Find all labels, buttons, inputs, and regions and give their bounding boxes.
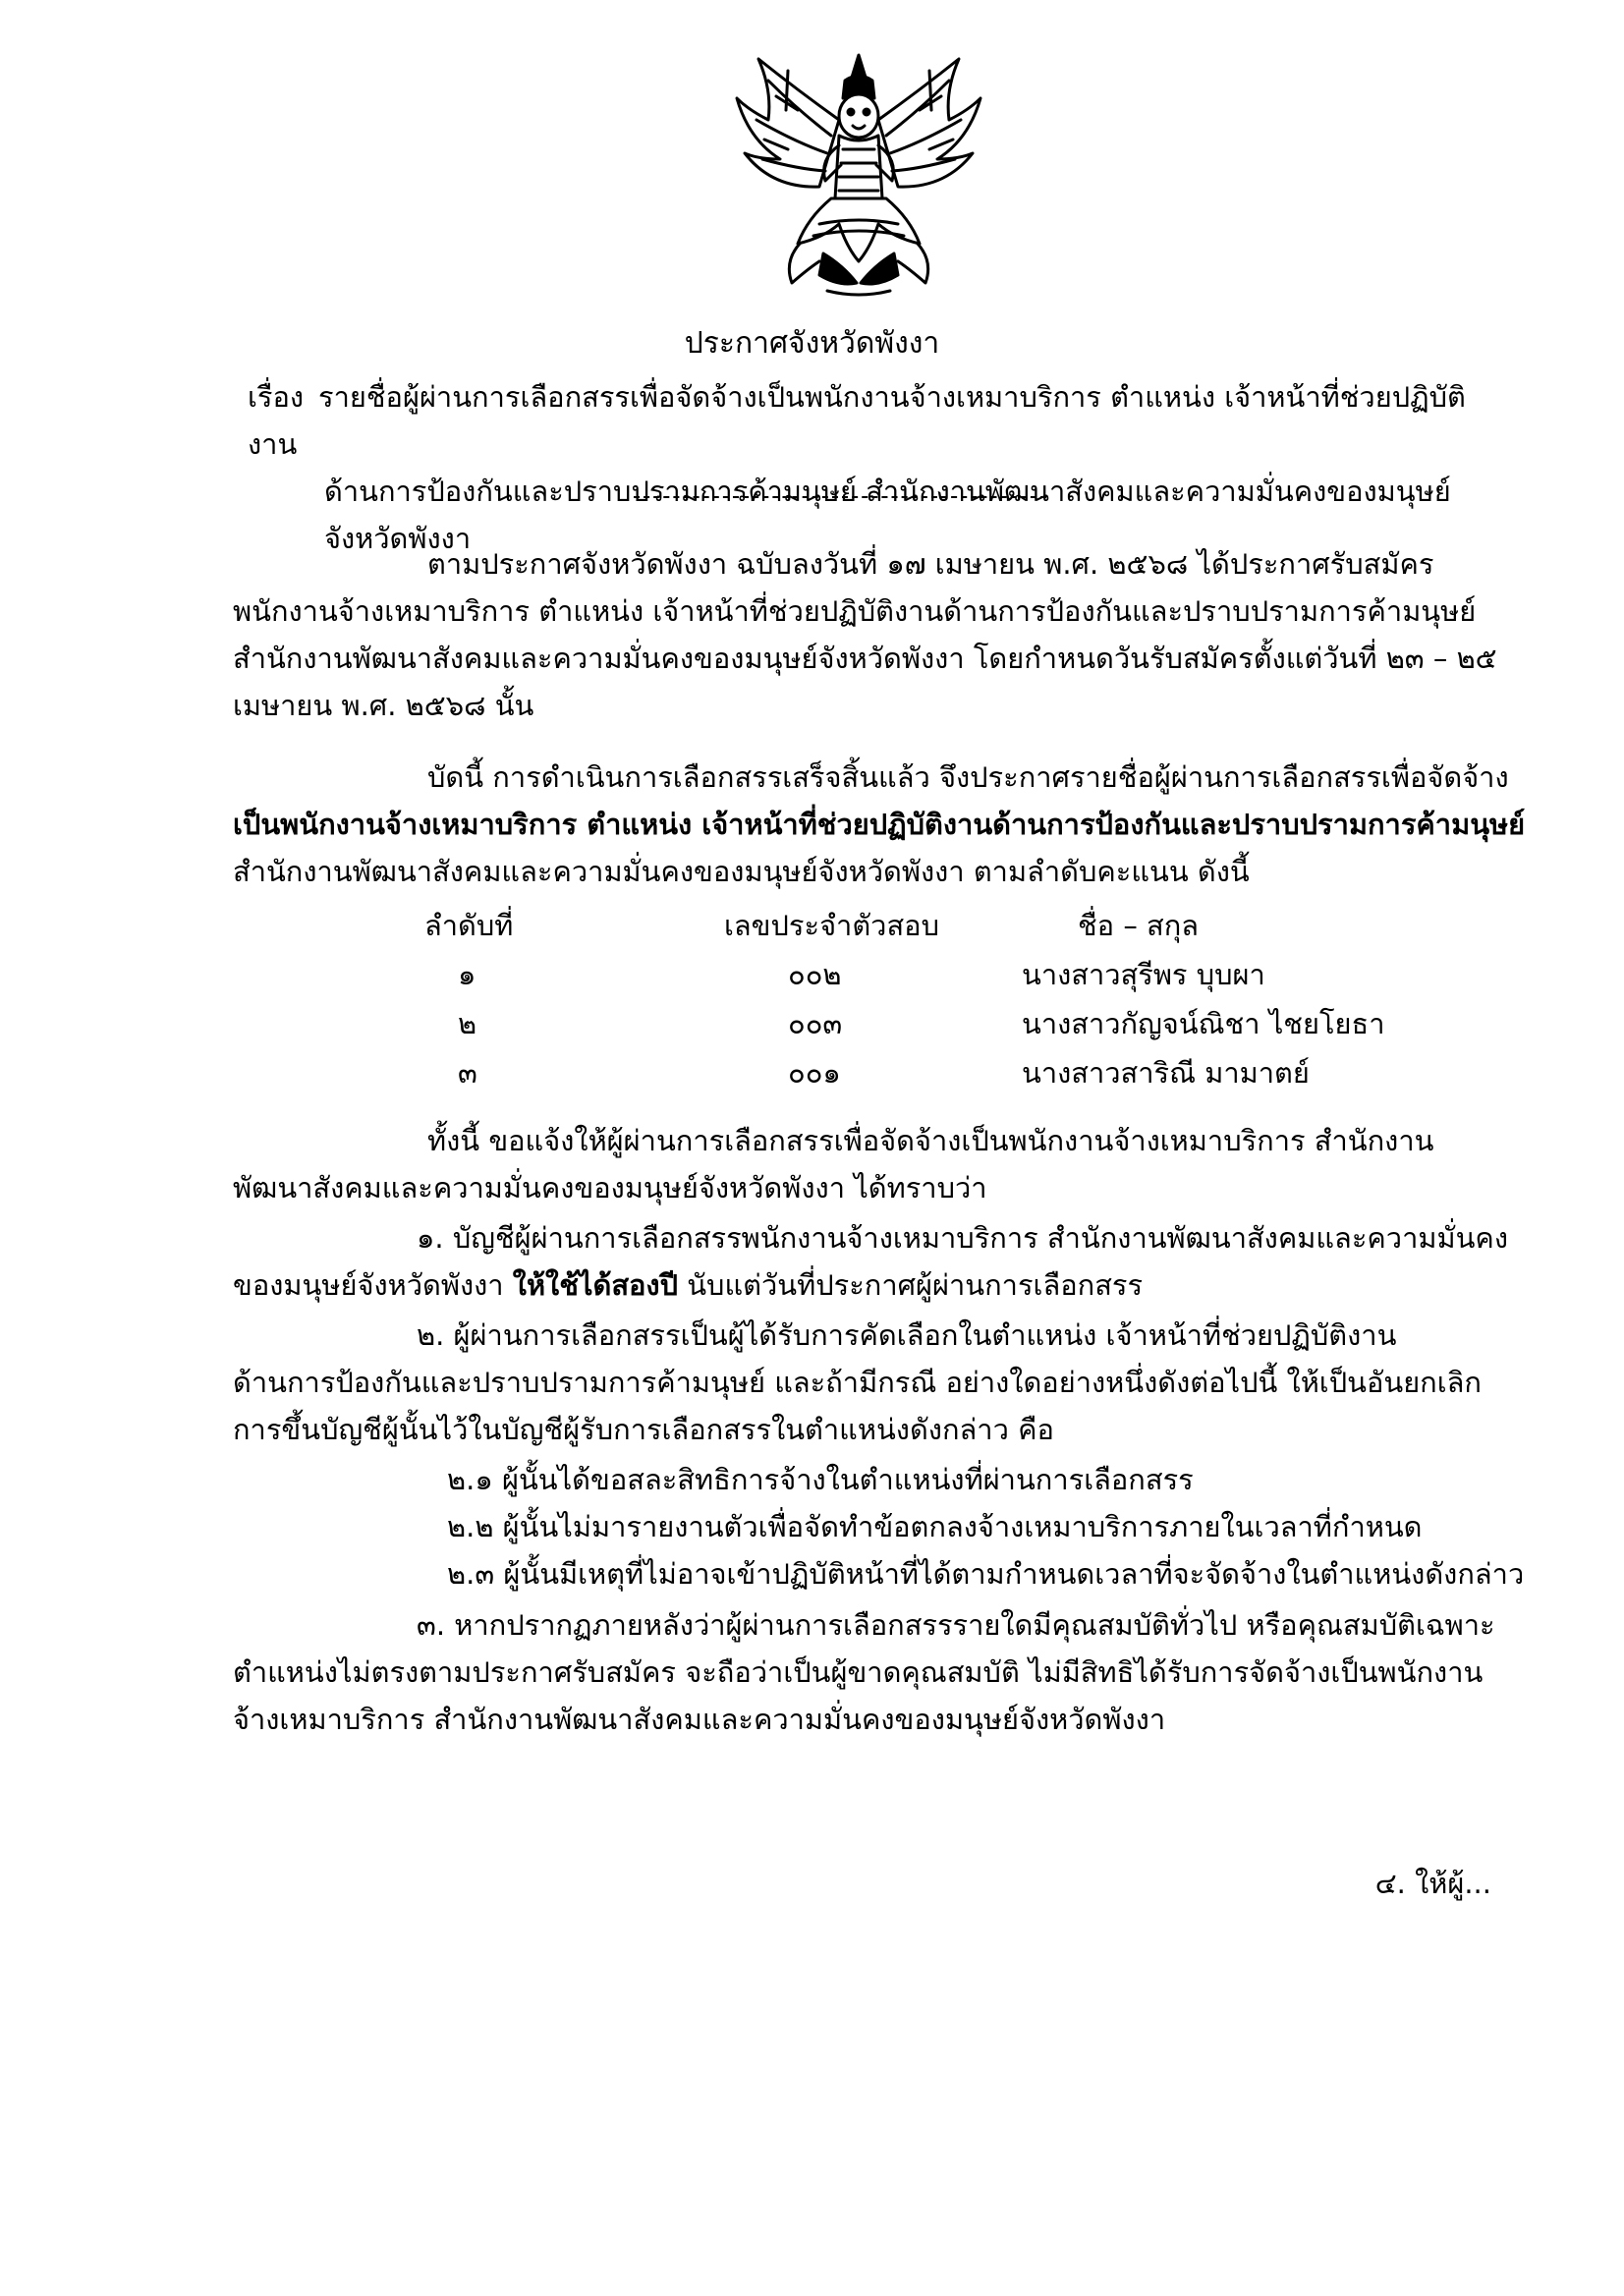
cell-name: นางสาวสาริณี มามาตย์ bbox=[1022, 1056, 1310, 1090]
cell-exam-id: ๐๐๓ bbox=[788, 1007, 843, 1040]
document-title: ประกาศจังหวัดพังงา bbox=[684, 326, 940, 361]
cell-rank: ๓ bbox=[458, 1056, 477, 1090]
item-text: ของมนุษย์จังหวัดพังงา bbox=[233, 1268, 513, 1302]
cell-rank: ๒ bbox=[458, 1007, 477, 1040]
item-1 bbox=[233, 1214, 1508, 1309]
header-exam-id: เลขประจำตัวสอบ bbox=[724, 909, 939, 942]
sub-items bbox=[233, 1456, 1525, 1597]
item-line: ๑. บัญชีผู้ผ่านการเลือกสรรพนักงานจ้างเหมาบริการ สำนักงานพัฒนาสังคมและความมั่นคง bbox=[417, 1221, 1508, 1255]
continuation-marker: ๔. ให้ผู้... bbox=[1374, 1867, 1491, 1900]
sub-item-line: ๒.๓ ผู้นั้นมีเหตุที่ไม่อาจเข้าปฏิบัติหน้าที่ได้ตามกำหนดเวลาที่จะจัดจ้างในตำแหน่งดังกล่าว bbox=[447, 1557, 1525, 1591]
header-name: ชื่อ – สกุล bbox=[1078, 909, 1200, 942]
separator-line bbox=[634, 496, 1046, 498]
cell-rank: ๑ bbox=[458, 958, 476, 991]
cell-exam-id: ๐๐๑ bbox=[788, 1056, 841, 1090]
item-2 bbox=[233, 1312, 1493, 1453]
item-line: ๓. หากปรากฏภายหลังว่าผู้ผ่านการเลือกสรรรายใดมีคุณสมบัติทั่วไป หรือคุณสมบัติเฉพาะ bbox=[417, 1608, 1495, 1642]
cell-name: นางสาวสุรีพร บุบผา bbox=[1022, 958, 1265, 991]
item-line: ด้านการป้องกันและปราบปรามการค้ามนุษย์ และถ้ามีกรณี อย่างใดอย่างหนึ่งดังต่อไปนี้ ให้เป็นอันยกเลิก bbox=[233, 1366, 1482, 1399]
header-rank: ลำดับที่ bbox=[424, 909, 514, 942]
paragraph-1 bbox=[233, 540, 1497, 729]
paragraph-line: พนักงานจ้างเหมาบริการ ตำแหน่ง เจ้าหน้าที่ช่วยปฏิบัติงานด้านการป้องกันและปราบปรามการค้ามนุษย์ bbox=[233, 594, 1477, 628]
item-line: ตำแหน่งไม่ตรงตามประกาศรับสมัคร จะถือว่าเป็นผู้ขาดคุณสมบัติ ไม่มีสิทธิได้รับการจัดจ้างเป็นพนักงาน bbox=[233, 1655, 1484, 1689]
item-line: การขึ้นบัญชีผู้นั้นไว้ในบัญชีผู้รับการเลือกสรรในตำแหน่งดังกล่าว คือ bbox=[233, 1413, 1054, 1446]
paragraph-line: บัดนี้ การดำเนินการเลือกสรรเสร็จสิ้นแล้ว จึงประกาศรายชื่อผู้ผ่านการเลือกสรรเพื่อจัดจ้าง bbox=[427, 760, 1509, 794]
paragraph-line: สำนักงานพัฒนาสังคมและความมั่นคงของมนุษย์จังหวัดพังงา โดยกำหนดวันรับสมัครตั้งแต่วันที่ ๒๓ – ๒๕ bbox=[233, 642, 1497, 675]
cell-name: นางสาวกัญจน์ณิชา ไชยโยธา bbox=[1022, 1007, 1385, 1040]
subject-label: เรื่อง bbox=[248, 380, 305, 414]
item-line bbox=[233, 1261, 1493, 1309]
item-line: ๒. ผู้ผ่านการเลือกสรรเป็นผู้ได้รับการคัดเลือกในตำแหน่ง เจ้าหน้าที่ช่วยปฏิบัติงาน bbox=[417, 1318, 1397, 1352]
paragraph-2 bbox=[233, 754, 1526, 895]
paragraph-3 bbox=[233, 1117, 1493, 1211]
subject-text-1: รายชื่อผู้ผ่านการเลือกสรรเพื่อจัดจ้างเป็นพนักงานจ้างเหมาบริการ ตำแหน่ง เจ้าหน้าที่ช่วยปฏิบัติงาน bbox=[248, 380, 1466, 461]
paragraph-line: ตามประกาศจังหวัดพังงา ฉบับลงวันที่ ๑๗ เมษายน พ.ศ. ๒๕๖๘ ได้ประกาศรับสมัคร bbox=[427, 547, 1434, 581]
paragraph-line: พัฒนาสังคมและความมั่นคงของมนุษย์จังหวัดพังงา ได้ทราบว่า bbox=[233, 1171, 987, 1204]
item-line: จ้างเหมาบริการ สำนักงานพัฒนาสังคมและความมั่นคงของมนุษย์จังหวัดพังงา bbox=[233, 1703, 1166, 1736]
subject-line-1 bbox=[248, 373, 1505, 468]
cell-exam-id: ๐๐๒ bbox=[788, 958, 842, 991]
sub-item-line: ๒.๑ ผู้นั้นได้ขอสละสิทธิการจ้างในตำแหน่งที่ผ่านการเลือกสรร bbox=[447, 1463, 1194, 1496]
paragraph-line: สำนักงานพัฒนาสังคมและความมั่นคงของมนุษย์จังหวัดพังงา ตามลำดับคะแนน ดังนี้ bbox=[233, 855, 1250, 888]
candidate-table bbox=[0, 902, 1624, 1098]
item-text-bold: ให้ใช้ได้สองปี bbox=[512, 1268, 679, 1302]
item-text: นับแต่วันที่ประกาศผู้ผ่านการเลือกสรร bbox=[678, 1268, 1144, 1302]
subject-block bbox=[248, 373, 1505, 562]
garuda-emblem-icon bbox=[729, 51, 988, 302]
subject-text-2: ด้านการป้องกันและปราบปรามการค้ามนุษย์ สำนักงานพัฒนาสังคมและความมั่นคงของมนุษย์จังหวัดพังงา bbox=[324, 475, 1451, 555]
sub-item-line: ๒.๒ ผู้นั้นไม่มารายงานตัวเพื่อจัดทำข้อตกลงจ้างเหมาบริการภายในเวลาที่กำหนด bbox=[447, 1510, 1423, 1543]
item-3 bbox=[233, 1601, 1493, 1743]
paragraph-line: เมษายน พ.ศ. ๒๕๖๘ นั้น bbox=[233, 689, 534, 722]
paragraph-line: ทั้งนี้ ขอแจ้งให้ผู้ผ่านการเลือกสรรเพื่อจัดจ้างเป็นพนักงานจ้างเหมาบริการ สำนักงาน bbox=[427, 1124, 1434, 1157]
paragraph-line-bold: เป็นพนักงานจ้างเหมาบริการ ตำแหน่ง เจ้าหน้าที่ช่วยปฏิบัติงานด้านการป้องกันและปราบปรามการค้ามนุษย์ bbox=[233, 808, 1526, 841]
